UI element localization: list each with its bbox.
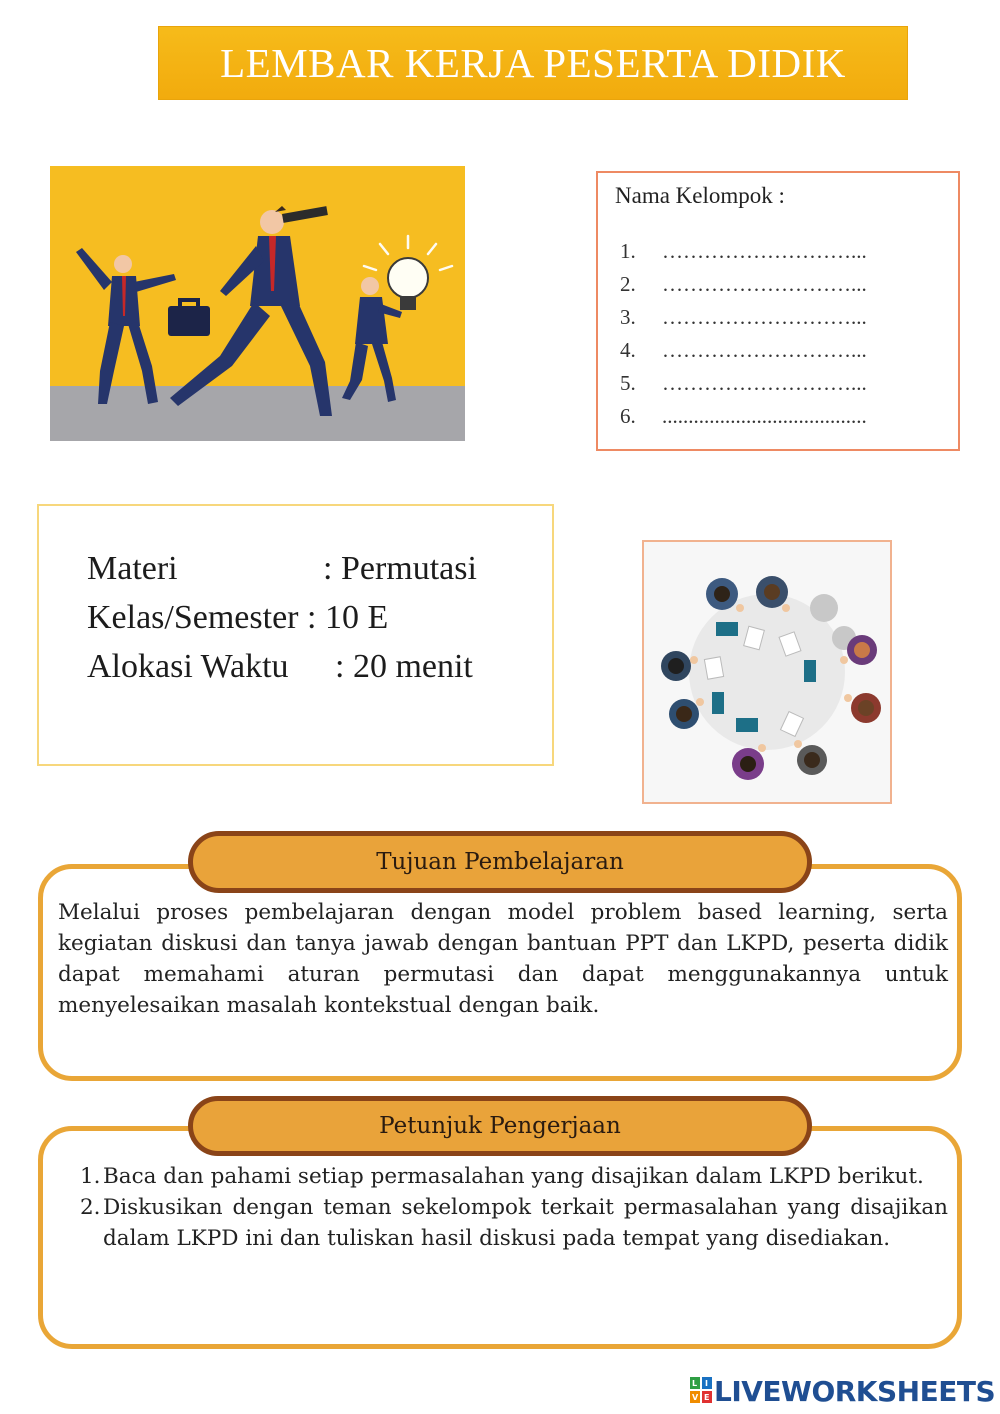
tujuan-text: Melalui proses pembelajaran dengan model problem based learning, serta kegiatan diskusi dan tanya jawab dengan bantuan PPT dan LKPD, peserta didik dapat memahami aturan permutasi dan dapat menggunakannya untuk menyelesaikan masalah kontekstual dengan baik. (58, 900, 948, 1018)
group-member-item[interactable] (620, 268, 867, 301)
member-number: 5. (620, 371, 636, 395)
petunjuk-section (38, 1126, 962, 1349)
step-number: 1. (80, 1164, 101, 1189)
lesson-info-box (37, 504, 554, 766)
step-number: 2. (80, 1195, 101, 1220)
group-members-list (620, 235, 867, 433)
kelas-label: Kelas/Semester (87, 599, 299, 636)
group-member-item[interactable] (620, 400, 867, 433)
petunjuk-step (58, 1192, 948, 1254)
member-blank-line: ....................................... (662, 404, 867, 428)
group-member-item[interactable] (620, 334, 867, 367)
group-member-item[interactable] (620, 301, 867, 334)
tujuan-section (38, 864, 962, 1081)
member-blank-line: ………………………... (662, 305, 867, 329)
member-blank-line: ………………………... (662, 239, 867, 263)
group-title: Nama Kelompok : (615, 183, 785, 208)
info-row-alokasi (87, 648, 473, 686)
petunjuk-heading-label: Petunjuk Pengerjaan (379, 1113, 621, 1139)
logo-badge-e: E (704, 1393, 710, 1402)
member-number: 6. (620, 404, 636, 428)
round-table-image (644, 542, 890, 802)
group-members-box (596, 171, 960, 451)
group-member-item[interactable] (620, 367, 867, 400)
logo-badge-i: I (705, 1379, 708, 1388)
logo-badge-l: L (692, 1379, 698, 1388)
liveworksheets-logo-icon (690, 1377, 714, 1405)
step-text: Baca dan pahami setiap permasalahan yang disajikan dalam LKPD berikut. (103, 1164, 924, 1189)
title-banner (158, 26, 908, 100)
logo-badge-v: V (692, 1393, 699, 1402)
member-blank-line: ………………………... (662, 272, 867, 296)
business-team-image (50, 166, 465, 441)
tujuan-heading-label: Tujuan Pembelajaran (376, 849, 624, 875)
materi-value: : Permutasi (323, 550, 477, 587)
alokasi-value: : 20 menit (335, 648, 473, 685)
kelas-value: : 10 E (307, 599, 389, 636)
liveworksheets-logo-text: LIVEWORKSHEETS (714, 1374, 996, 1408)
petunjuk-heading (188, 1096, 812, 1156)
business-team-illustration (50, 166, 465, 441)
step-text: Diskusikan dengan teman sekelompok terkait permasalahan yang disajikan dalam LKPD ini dan tuliskan hasil diskusi pada tempat yang disediakan. (103, 1195, 948, 1251)
page-title: LEMBAR KERJA PESERTA DIDIK (220, 40, 846, 86)
petunjuk-step (58, 1161, 948, 1192)
member-number: 4. (620, 338, 636, 362)
petunjuk-steps-list (58, 1161, 948, 1254)
info-row-materi (87, 550, 477, 588)
liveworksheets-logo[interactable] (690, 1374, 995, 1408)
member-number: 3. (620, 305, 636, 329)
member-blank-line: ………………………... (662, 371, 867, 395)
member-number: 1. (620, 239, 636, 263)
info-row-kelas (87, 599, 388, 637)
tujuan-heading (188, 831, 812, 893)
member-blank-line: ………………………... (662, 338, 867, 362)
group-member-item[interactable] (620, 235, 867, 268)
materi-label: Materi (87, 550, 178, 587)
alokasi-label: Alokasi Waktu (87, 648, 289, 685)
meeting-illustration (642, 540, 892, 804)
member-number: 2. (620, 272, 636, 296)
